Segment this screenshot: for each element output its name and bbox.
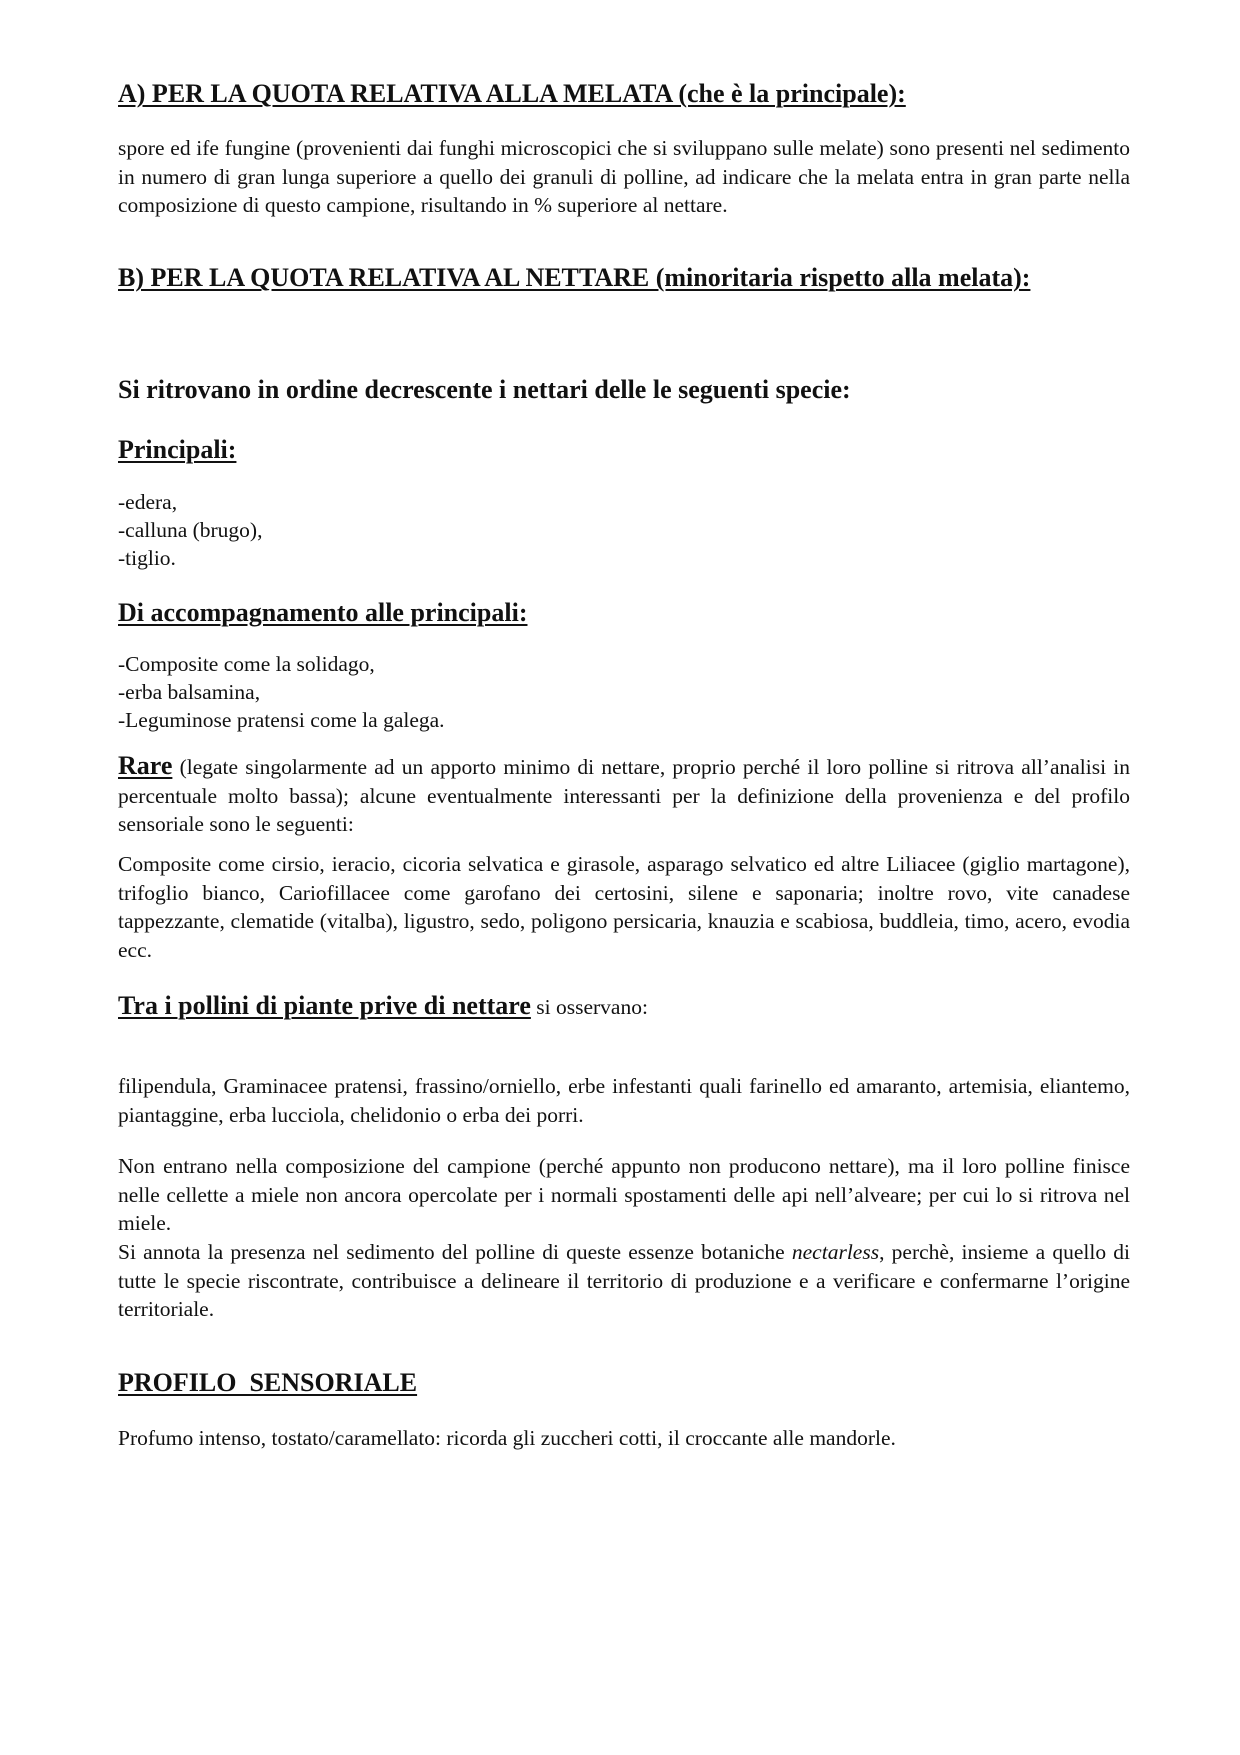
list-item: -erba balsamina, xyxy=(118,680,261,704)
nectarless-title: Tra i pollini di piante prive di nettare xyxy=(118,991,531,1020)
accompagnamento-title: Di accompagnamento alle principali: xyxy=(118,598,528,627)
accompagnamento-list xyxy=(118,650,1130,734)
profilo-title: PROFILO SENSORIALE xyxy=(118,1368,418,1397)
nectarless-note-2: Si annota la presenza nel sedimento del polline di queste essenze botaniche nectarless, perchè, insieme a quello di tutte le specie riscontrate, contribuisce a delineare il territorio di produzione e a verificare e confermarne l’origine territoriale. xyxy=(118,1240,1131,1321)
profilo-text: Profumo intenso, tostato/caramellato: ricorda gli zuccheri cotti, il croccante alle mandorle. xyxy=(118,1426,896,1450)
nectarless-heading xyxy=(118,992,1130,1022)
principali-title: Principali: xyxy=(118,435,237,464)
nectarless-note-1: Non entrano nella composizione del campione (perché appunto non producono nettare), ma il loro polline finisce nelle cellette a miele non ancora opercolate per i normali spostamenti delle api nell’alveare; per cui lo si ritrova nel miele. xyxy=(118,1154,1130,1235)
list-item: -tiglio. xyxy=(118,546,176,570)
rare-text: (legate singolarmente ad un apporto minimo di nettare, proprio perché il loro polline si ritrova all’analisi in percentuale molto bassa); alcune eventualmente interessanti per la definizione della provenienza e del profilo sensoriale sono le seguenti: xyxy=(118,755,1130,836)
list-item: -Leguminose pratensi come la galega. xyxy=(118,708,445,732)
rare-paragraph xyxy=(118,752,1130,839)
nectarless-title-suffix: si osservano: xyxy=(530,995,648,1019)
list-item: -edera, xyxy=(118,490,178,514)
rare-species: Composite come cirsio, ieracio, cicoria selvatica e girasole, asparago selvatico ed altre Liliacee (giglio martagone), trifoglio bianco, Cariofillacee come garofano dei certosini, silene e saponaria; inoltre rovo, vite canadese tappezzante, clematide (vitalba), ligustro, sedo, poligono persicaria, knauzia e scabiosa, buddleia, timo, acero, evodia ecc. xyxy=(118,852,1130,962)
principali-list xyxy=(118,488,1130,572)
list-item: -Composite come la solidago, xyxy=(118,652,375,676)
list-item: -calluna (brugo), xyxy=(118,518,263,542)
section-a-body: spore ed ife fungine (provenienti dai funghi microscopici che si sviluppano sulle melate) sono presenti nel sedimento in numero di gran lunga superiore a quello dei granuli di polline, ad indicare che la melata entra in gran parte nella composizione di questo campione, risultando in % superiore al nettare. xyxy=(118,136,1130,217)
species-intro: Si ritrovano in ordine decrescente i nettari delle le seguenti specie: xyxy=(118,375,851,404)
nectarless-species: filipendula, Graminacee pratensi, frassino/orniello, erbe infestanti quali farinello ed amaranto, artemisia, eliantemo, piantaggine, erba lucciola, chelidonio o erba dei porri. xyxy=(118,1074,1130,1127)
section-a-title: A) PER LA QUOTA RELATIVA ALLA MELATA (che è la principale): xyxy=(118,79,906,108)
rare-title: Rare xyxy=(118,751,173,780)
nectarless-term: nectarless xyxy=(791,1240,880,1264)
section-b-title: B) PER LA QUOTA RELATIVA AL NETTARE (minoritaria rispetto alla melata): xyxy=(118,263,1031,292)
